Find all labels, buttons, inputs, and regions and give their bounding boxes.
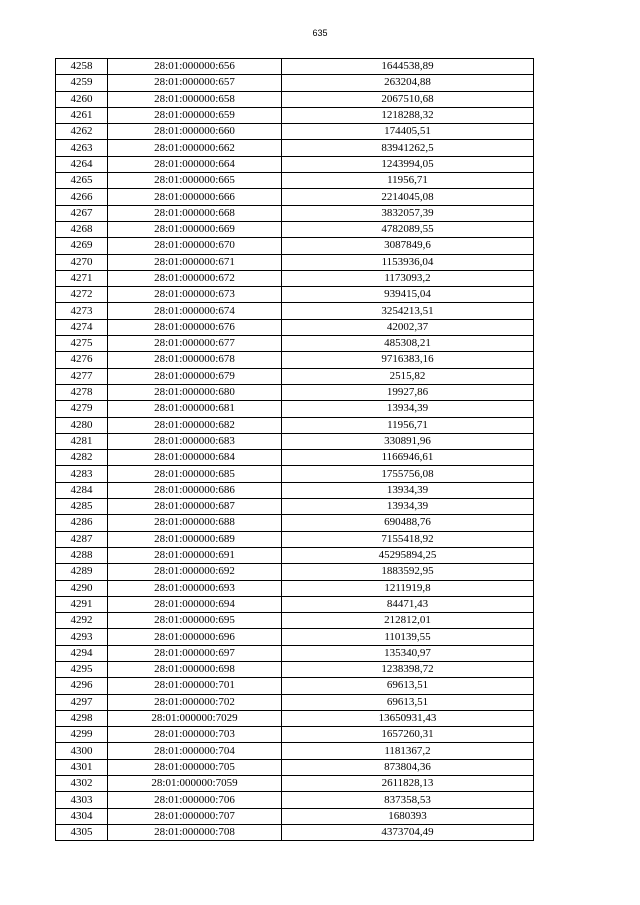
cadastral-value-cell: 4373704,49	[282, 824, 534, 840]
table-row	[56, 124, 534, 140]
row-number-cell: 4278	[56, 384, 108, 400]
cadastral-value-cell: 2067510,68	[282, 91, 534, 107]
row-number-cell: 4266	[56, 189, 108, 205]
cadastral-value-table	[55, 58, 534, 841]
cadastral-number-cell: 28:01:000000:658	[108, 91, 282, 107]
cadastral-value-cell: 45295894,25	[282, 547, 534, 563]
cadastral-value-cell: 1883592,95	[282, 564, 534, 580]
cadastral-value-cell: 1181367,2	[282, 743, 534, 759]
table-row	[56, 270, 534, 286]
table-row	[56, 401, 534, 417]
table-row	[56, 808, 534, 824]
cadastral-number-cell: 28:01:000000:664	[108, 156, 282, 172]
row-number-cell: 4275	[56, 336, 108, 352]
row-number-cell: 4288	[56, 547, 108, 563]
cadastral-number-cell: 28:01:000000:682	[108, 417, 282, 433]
cadastral-value-cell: 690488,76	[282, 515, 534, 531]
row-number-cell: 4271	[56, 270, 108, 286]
cadastral-value-cell: 11956,71	[282, 417, 534, 433]
cadastral-value-cell: 330891,96	[282, 433, 534, 449]
row-number-cell: 4291	[56, 596, 108, 612]
cadastral-value-cell: 1211919,8	[282, 580, 534, 596]
row-number-cell: 4279	[56, 401, 108, 417]
cadastral-number-cell: 28:01:000000:691	[108, 547, 282, 563]
row-number-cell: 4303	[56, 792, 108, 808]
table-row	[56, 433, 534, 449]
table-row	[56, 238, 534, 254]
table-row	[56, 466, 534, 482]
row-number-cell: 4296	[56, 678, 108, 694]
cadastral-value-cell: 4782089,55	[282, 221, 534, 237]
table-row	[56, 482, 534, 498]
cadastral-number-cell: 28:01:000000:671	[108, 254, 282, 270]
table-row	[56, 629, 534, 645]
cadastral-value-cell: 11956,71	[282, 173, 534, 189]
cadastral-number-cell: 28:01:000000:678	[108, 352, 282, 368]
row-number-cell: 4282	[56, 450, 108, 466]
table-row	[56, 368, 534, 384]
cadastral-value-cell: 3254213,51	[282, 303, 534, 319]
row-number-cell: 4262	[56, 124, 108, 140]
table-row	[56, 189, 534, 205]
row-number-cell: 4268	[56, 221, 108, 237]
table-row	[56, 303, 534, 319]
cadastral-number-cell: 28:01:000000:689	[108, 531, 282, 547]
cadastral-value-cell: 84471,43	[282, 596, 534, 612]
table-row	[56, 564, 534, 580]
cadastral-value-cell: 83941262,5	[282, 140, 534, 156]
cadastral-number-cell: 28:01:000000:659	[108, 107, 282, 123]
row-number-cell: 4287	[56, 531, 108, 547]
row-number-cell: 4292	[56, 613, 108, 629]
cadastral-value-cell: 1644538,89	[282, 59, 534, 75]
table-row	[56, 613, 534, 629]
table-row	[56, 287, 534, 303]
row-number-cell: 4301	[56, 759, 108, 775]
row-number-cell: 4290	[56, 580, 108, 596]
table-row	[56, 59, 534, 75]
row-number-cell: 4305	[56, 824, 108, 840]
table-row	[56, 759, 534, 775]
table-row	[56, 107, 534, 123]
table-row	[56, 254, 534, 270]
cadastral-number-cell: 28:01:000000:679	[108, 368, 282, 384]
cadastral-value-cell: 3087849,6	[282, 238, 534, 254]
cadastral-number-cell: 28:01:000000:677	[108, 336, 282, 352]
row-number-cell: 4304	[56, 808, 108, 824]
table-row	[56, 499, 534, 515]
cadastral-value-cell: 1680393	[282, 808, 534, 824]
cadastral-number-cell: 28:01:000000:656	[108, 59, 282, 75]
cadastral-value-cell: 13934,39	[282, 482, 534, 498]
cadastral-value-cell: 1173093,2	[282, 270, 534, 286]
cadastral-number-cell: 28:01:000000:7029	[108, 710, 282, 726]
cadastral-value-cell: 2515,82	[282, 368, 534, 384]
cadastral-number-cell: 28:01:000000:680	[108, 384, 282, 400]
cadastral-value-cell: 2214045,08	[282, 189, 534, 205]
row-number-cell: 4270	[56, 254, 108, 270]
cadastral-value-cell: 13934,39	[282, 499, 534, 515]
row-number-cell: 4298	[56, 710, 108, 726]
cadastral-number-cell: 28:01:000000:662	[108, 140, 282, 156]
cadastral-number-cell: 28:01:000000:665	[108, 173, 282, 189]
row-number-cell: 4272	[56, 287, 108, 303]
row-number-cell: 4297	[56, 694, 108, 710]
cadastral-value-cell: 3832057,39	[282, 205, 534, 221]
cadastral-number-cell: 28:01:000000:681	[108, 401, 282, 417]
cadastral-value-cell: 69613,51	[282, 694, 534, 710]
row-number-cell: 4294	[56, 645, 108, 661]
cadastral-number-cell: 28:01:000000:706	[108, 792, 282, 808]
cadastral-value-cell: 7155418,92	[282, 531, 534, 547]
table-row	[56, 776, 534, 792]
cadastral-value-cell: 1657260,31	[282, 727, 534, 743]
cadastral-number-cell: 28:01:000000:669	[108, 221, 282, 237]
table-row	[56, 173, 534, 189]
cadastral-number-cell: 28:01:000000:696	[108, 629, 282, 645]
cadastral-value-cell: 13650931,43	[282, 710, 534, 726]
cadastral-number-cell: 28:01:000000:695	[108, 613, 282, 629]
table-row	[56, 710, 534, 726]
table-row	[56, 515, 534, 531]
cadastral-value-cell: 69613,51	[282, 678, 534, 694]
cadastral-value-cell: 837358,53	[282, 792, 534, 808]
table-row	[56, 727, 534, 743]
table-row	[56, 792, 534, 808]
cadastral-number-cell: 28:01:000000:674	[108, 303, 282, 319]
row-number-cell: 4265	[56, 173, 108, 189]
row-number-cell: 4267	[56, 205, 108, 221]
cadastral-value-cell: 135340,97	[282, 645, 534, 661]
cadastral-number-cell: 28:01:000000:693	[108, 580, 282, 596]
cadastral-number-cell: 28:01:000000:692	[108, 564, 282, 580]
cadastral-value-cell: 13934,39	[282, 401, 534, 417]
cadastral-value-cell: 9716383,16	[282, 352, 534, 368]
cadastral-value-cell: 1153936,04	[282, 254, 534, 270]
table-row	[56, 450, 534, 466]
cadastral-number-cell: 28:01:000000:701	[108, 678, 282, 694]
cadastral-number-cell: 28:01:000000:708	[108, 824, 282, 840]
row-number-cell: 4277	[56, 368, 108, 384]
cadastral-value-cell: 174405,51	[282, 124, 534, 140]
row-number-cell: 4295	[56, 661, 108, 677]
table-row	[56, 205, 534, 221]
row-number-cell: 4258	[56, 59, 108, 75]
cadastral-value-cell: 42002,37	[282, 319, 534, 335]
cadastral-number-cell: 28:01:000000:673	[108, 287, 282, 303]
table-row	[56, 645, 534, 661]
cadastral-number-cell: 28:01:000000:694	[108, 596, 282, 612]
table-row	[56, 140, 534, 156]
cadastral-value-cell: 1218288,32	[282, 107, 534, 123]
cadastral-number-cell: 28:01:000000:698	[108, 661, 282, 677]
table-body	[56, 59, 534, 841]
row-number-cell: 4260	[56, 91, 108, 107]
cadastral-number-cell: 28:01:000000:672	[108, 270, 282, 286]
cadastral-number-cell: 28:01:000000:670	[108, 238, 282, 254]
table-row	[56, 352, 534, 368]
cadastral-value-cell: 2611828,13	[282, 776, 534, 792]
cadastral-number-cell: 28:01:000000:666	[108, 189, 282, 205]
row-number-cell: 4273	[56, 303, 108, 319]
cadastral-number-cell: 28:01:000000:683	[108, 433, 282, 449]
row-number-cell: 4284	[56, 482, 108, 498]
cadastral-number-cell: 28:01:000000:686	[108, 482, 282, 498]
cadastral-value-cell: 485308,21	[282, 336, 534, 352]
cadastral-number-cell: 28:01:000000:657	[108, 75, 282, 91]
cadastral-number-cell: 28:01:000000:668	[108, 205, 282, 221]
cadastral-number-cell: 28:01:000000:685	[108, 466, 282, 482]
table-row	[56, 384, 534, 400]
row-number-cell: 4274	[56, 319, 108, 335]
table-row	[56, 694, 534, 710]
table-row	[56, 221, 534, 237]
table-row	[56, 156, 534, 172]
cadastral-value-cell: 873804,36	[282, 759, 534, 775]
table-row	[56, 319, 534, 335]
cadastral-value-cell: 1166946,61	[282, 450, 534, 466]
table-row	[56, 91, 534, 107]
table-row	[56, 580, 534, 596]
cadastral-number-cell: 28:01:000000:684	[108, 450, 282, 466]
cadastral-number-cell: 28:01:000000:703	[108, 727, 282, 743]
row-number-cell: 4264	[56, 156, 108, 172]
row-number-cell: 4299	[56, 727, 108, 743]
cadastral-value-cell: 1238398,72	[282, 661, 534, 677]
cadastral-value-cell: 263204,88	[282, 75, 534, 91]
cadastral-number-cell: 28:01:000000:7059	[108, 776, 282, 792]
row-number-cell: 4269	[56, 238, 108, 254]
row-number-cell: 4263	[56, 140, 108, 156]
cadastral-number-cell: 28:01:000000:688	[108, 515, 282, 531]
cadastral-value-cell: 939415,04	[282, 287, 534, 303]
table-row	[56, 75, 534, 91]
table-row	[56, 596, 534, 612]
row-number-cell: 4302	[56, 776, 108, 792]
cadastral-value-cell: 19927,86	[282, 384, 534, 400]
cadastral-value-cell: 110139,55	[282, 629, 534, 645]
cadastral-number-cell: 28:01:000000:660	[108, 124, 282, 140]
table-row	[56, 336, 534, 352]
row-number-cell: 4286	[56, 515, 108, 531]
cadastral-number-cell: 28:01:000000:687	[108, 499, 282, 515]
cadastral-number-cell: 28:01:000000:702	[108, 694, 282, 710]
cadastral-number-cell: 28:01:000000:697	[108, 645, 282, 661]
cadastral-value-cell: 212812,01	[282, 613, 534, 629]
table-row	[56, 824, 534, 840]
page-number: 635	[312, 28, 328, 38]
row-number-cell: 4281	[56, 433, 108, 449]
cadastral-number-cell: 28:01:000000:705	[108, 759, 282, 775]
table-row	[56, 678, 534, 694]
row-number-cell: 4293	[56, 629, 108, 645]
table-row	[56, 547, 534, 563]
table-row	[56, 417, 534, 433]
row-number-cell: 4259	[56, 75, 108, 91]
row-number-cell: 4289	[56, 564, 108, 580]
row-number-cell: 4261	[56, 107, 108, 123]
cadastral-number-cell: 28:01:000000:676	[108, 319, 282, 335]
table-row	[56, 743, 534, 759]
table-row	[56, 661, 534, 677]
row-number-cell: 4283	[56, 466, 108, 482]
row-number-cell: 4276	[56, 352, 108, 368]
row-number-cell: 4280	[56, 417, 108, 433]
cadastral-number-cell: 28:01:000000:707	[108, 808, 282, 824]
table-row	[56, 531, 534, 547]
cadastral-value-cell: 1755756,08	[282, 466, 534, 482]
row-number-cell: 4300	[56, 743, 108, 759]
cadastral-number-cell: 28:01:000000:704	[108, 743, 282, 759]
row-number-cell: 4285	[56, 499, 108, 515]
cadastral-value-cell: 1243994,05	[282, 156, 534, 172]
